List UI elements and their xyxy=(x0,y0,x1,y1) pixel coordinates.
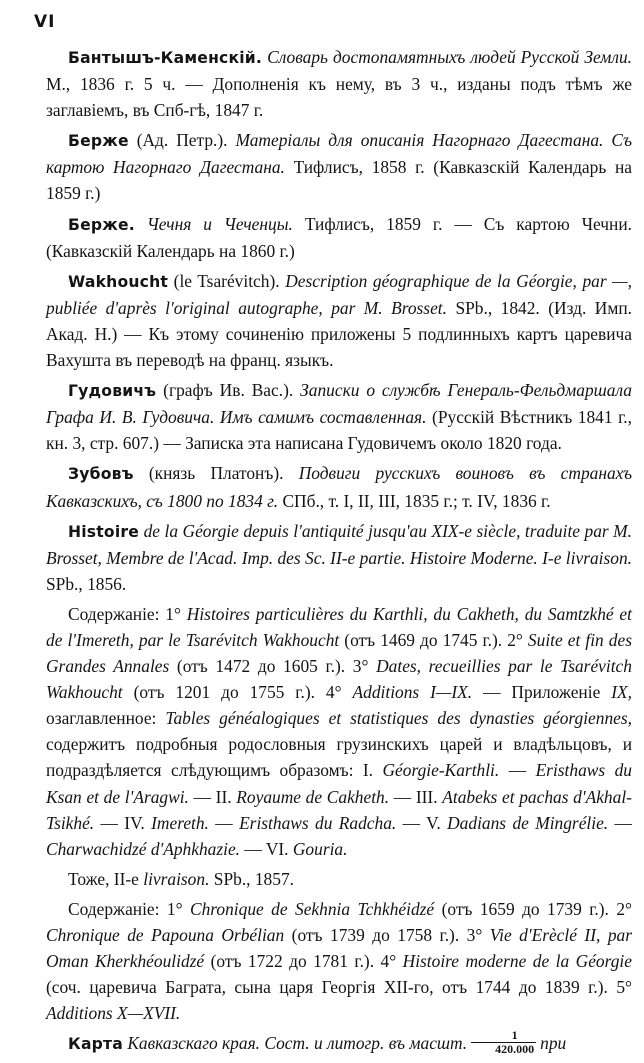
entry-details: SPb., 1856. xyxy=(46,573,127,594)
contents-title: Imereth. xyxy=(151,812,209,833)
entry-title: Матеріалы для описанія Нагорнаго Дагестана. Съ картою Нагорнаго Дагестана. xyxy=(46,130,632,178)
entry-author: Карта xyxy=(68,1035,123,1054)
entry-title-tail: при xyxy=(540,1033,567,1054)
histoire-contents-2 xyxy=(46,896,632,1026)
entry-author: Гудовичъ xyxy=(68,382,157,401)
contents-title: Eristhaws du Ksan et de l'Aragwi. xyxy=(46,760,632,807)
entry-details: СПб., т. I, II, III, 1835 г.; т. IV, 1836 г. xyxy=(282,490,551,511)
entry-author-note: (графъ Ив. Вас.). xyxy=(163,380,294,401)
entry-details: (Русскій Вѣстникъ 1841 г., кн. 3, стр. 607.) — Записка эта написана Гудовичемъ около 1820 года. xyxy=(46,407,632,454)
entry-details: SPb., 1842. (Изд. Имп. Акад. Н.) — Къ этому сочиненію приложены 5 подлинныхъ картъ царевича Вахушта въ переводѣ на франц. языкъ. xyxy=(46,297,633,371)
entry-details: М., 1836 г. 5 ч. — Дополненія къ нему, въ 3 ч., изданы подъ тѣмъ же заглавіемъ, въ Спб-гѣ, 1847 г. xyxy=(46,74,632,121)
contents-text: — Приложеніе xyxy=(483,682,601,703)
entry-gudovich xyxy=(46,377,632,456)
entry-title: de la Géorgie depuis l'antiquité jusqu'au XIX-e siècle, traduite par M. Brosset, Membre de l'Acad. Imp. des Sc. II-e partie. Histoire Moderne. I-e livraison. xyxy=(46,520,632,568)
contents-text: — III. xyxy=(393,786,438,807)
contents-text: (отъ 1201 до 1755 г.). 4° xyxy=(133,682,342,703)
contents-text: — xyxy=(614,812,632,833)
contents-title: Additions X—XVII. xyxy=(46,1003,181,1024)
histoire-contents-1 xyxy=(46,601,632,862)
scale-fraction xyxy=(471,1029,536,1056)
entry-berzhe-2 xyxy=(46,211,632,264)
scale-numerator: 1 xyxy=(471,1029,536,1043)
contents-text: (отъ 1469 до 1745 г.). 2° xyxy=(344,629,523,650)
contents-text: (отъ 1739 до 1758 г.). 3° xyxy=(291,925,483,945)
entry-details: Тифлисъ, 1858 г. (Кавказскій Календарь на 1859 г.) xyxy=(46,157,632,204)
contents-title: Atabeks et pachas d'Akhal-Tsikhé. xyxy=(46,786,632,833)
contents-text: (отъ 1722 до 1781 г.). 4° xyxy=(210,951,397,972)
contents-title: Royaume de Cakheth. xyxy=(236,786,390,807)
entry-bantysh xyxy=(46,44,632,123)
contents-title: Dates, recueillies par le Tsarévitch Wakhoucht xyxy=(46,656,632,703)
entry-berzhe-1 xyxy=(46,127,632,206)
contents-text: — xyxy=(215,812,233,833)
contents-text: — IV. xyxy=(100,812,145,833)
scale-denominator: 420.000 xyxy=(495,1041,535,1056)
entry-karta xyxy=(46,1027,632,1059)
entry-author: Зубовъ xyxy=(68,465,134,484)
page-number: VI xyxy=(34,12,56,32)
contents-text: SPb., 1857. xyxy=(213,868,294,889)
entry-author: Histoire xyxy=(68,522,140,541)
contents-title: Histoire moderne de la Géorgie xyxy=(402,951,632,972)
contents-text: (отъ 1472 до 1605 г.). 3° xyxy=(176,656,369,677)
contents-title: Géorgie-Karthli. xyxy=(382,760,500,781)
contents-text: Содержаніе: 1° xyxy=(68,898,183,919)
entry-author-note: (князь Платонъ). xyxy=(148,463,284,484)
contents-title: Vie d'Erèclé II, par Oman Kherkhéoulidzé xyxy=(46,925,632,972)
entry-details: Тифлисъ, 1859 г. — Съ картою Чечни. (Кавказскій Календарь на 1860 г.) xyxy=(46,213,632,261)
histoire-second-livraison xyxy=(46,866,632,892)
entry-title: Записки о службѣ Генераль-Фельдмаршала Графа И. В. Гудовича. Имъ самимъ составленная. xyxy=(46,380,632,428)
contents-text: Содержаніе: 1° xyxy=(68,603,181,624)
entry-title: Подвиги русскихъ воиновъ въ странахъ Кавказскихъ, съ 1800 по 1834 г. xyxy=(46,463,632,511)
contents-title: Tables généalogiques et statistiques des dynasties géorgiennes, xyxy=(165,708,632,729)
entry-author: Wakhoucht xyxy=(68,272,169,291)
contents-title: Chronique de Papouna Orbélian xyxy=(46,925,285,945)
entry-title: Description géographique de la Géorgie, par —, publiée d'après l'original autographe, par M. Brosset. xyxy=(46,270,632,318)
entry-wakhoucht xyxy=(46,268,632,373)
contents-text: Тоже, II-e xyxy=(68,868,139,889)
contents-text: содержитъ подробныя родословныя грузинскихъ царей и владѣльцовъ, и подраздѣляется слѣдующимъ образомъ: I. xyxy=(46,734,632,781)
contents-text: — VI. xyxy=(244,838,289,859)
contents-text: — II. xyxy=(193,786,232,807)
entry-title: Чечня и Чеченцы. xyxy=(146,213,293,234)
contents-title: Histoires particulières du Karthli, du Cakheth, du Samtzkhé et de l'Imereth, par le Tsarévitch Wakhoucht xyxy=(46,603,632,650)
contents-title: Charwachidzé d'Aphkhazie. xyxy=(46,838,241,859)
contents-title: IX, xyxy=(611,682,633,703)
contents-title: Suite et fin des Grandes Annales xyxy=(46,629,632,677)
contents-title: Additions I—IX. xyxy=(352,682,473,703)
contents-text: озаглавленное: xyxy=(46,708,157,729)
contents-title: livraison. xyxy=(143,868,210,889)
contents-text: — V. xyxy=(402,812,441,833)
bibliography-list xyxy=(46,44,632,1063)
entry-author: Бантышъ-Каменскій. xyxy=(68,49,263,67)
contents-text: (соч. царевича Баграта, сына царя Георгія XII-го, отъ 1744 до 1839 г.). 5° xyxy=(46,977,632,998)
contents-title: Gouria. xyxy=(292,838,348,859)
contents-text: (отъ 1659 до 1739 г.). 2° xyxy=(441,898,632,919)
contents-text: — xyxy=(508,760,527,781)
entry-author-note: (le Tsarévitch). xyxy=(173,270,280,291)
contents-title: Chronique de Sekhnia Tchkhéidzé xyxy=(190,898,435,919)
entry-histoire xyxy=(46,518,632,597)
entry-author: Берже. xyxy=(68,215,135,234)
contents-title: Eristhaws du Radcha. xyxy=(239,812,397,833)
contents-title: Dadians de Mingrélie. xyxy=(447,812,609,833)
entry-author: Берже xyxy=(68,132,129,151)
entry-title: Кавказскаго края. Сост. и литогр. въ масшт. xyxy=(127,1033,468,1054)
entry-author-note: (Ад. Петр.). xyxy=(136,130,228,151)
entry-title: Словарь достопамятныхъ людей Русской Земли. xyxy=(267,47,632,67)
entry-zubov xyxy=(46,460,632,513)
